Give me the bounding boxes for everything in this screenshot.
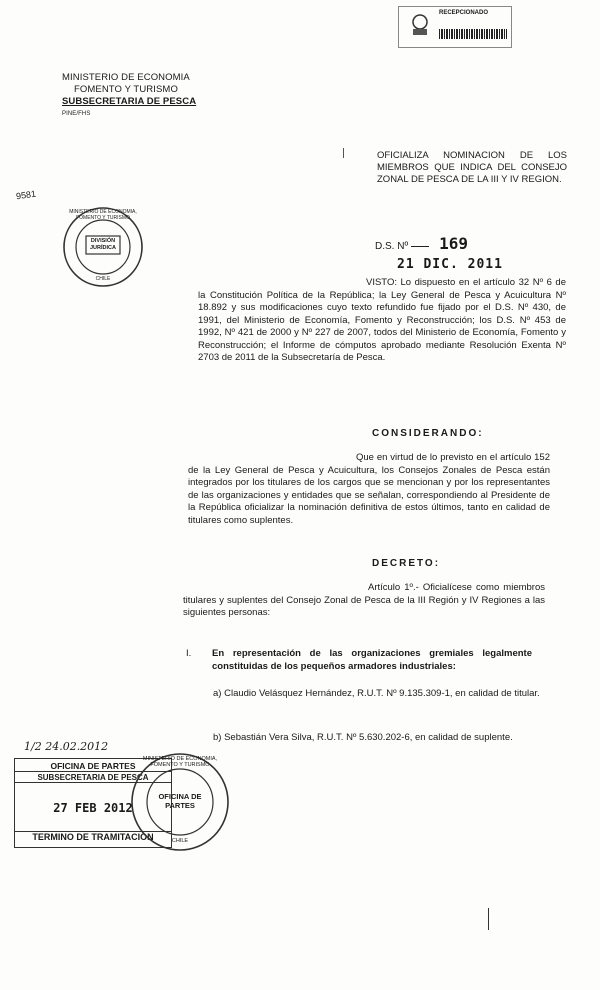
- margin-note: 9581: [15, 188, 37, 202]
- item-letter: b): [213, 732, 222, 743]
- seal-bottom-text: CHILE: [171, 838, 189, 844]
- margin-mark: [343, 148, 344, 158]
- margin-mark: [488, 908, 489, 930]
- list-item: [213, 688, 543, 701]
- reference-initials: PINE/FHS: [62, 111, 91, 117]
- reception-label: RECEPCIONADO: [439, 10, 489, 16]
- articulo-paragraph: Artículo 1º.- Oficialícese como miembros titulares y suplentes del Consejo Zonal de Pesca de la III Región y IV Regiones a las siguientes personas:: [183, 582, 545, 618]
- item-text: Claudio Velásquez Hernández, R.U.T. Nº 9.135.309-1, en calidad de titular.: [224, 688, 540, 699]
- chile-emblem-icon: [409, 13, 431, 39]
- section-text: En representación de las organizaciones gremiales legalmente constituidas de los pequeños armadores industriales:: [212, 648, 532, 672]
- handwritten-date: 1/2 24.02.2012: [24, 740, 109, 753]
- stamp-line-1: OFICINA DE PARTES: [15, 761, 171, 772]
- stamp-footer: TERMINO DE TRAMITACION: [15, 831, 171, 842]
- stamp-date: 27 FEB 2012: [53, 801, 133, 815]
- stamp-line-2: SUBSECRETARIA DE PESCA: [15, 773, 171, 783]
- seal-ring-text: MINISTERIO DE ECONOMIA, FOMENTO Y TURISMO: [142, 756, 218, 768]
- visto-paragraph: VISTO: Lo dispuesto en el artículo 32 Nº 6 de la Constitución Política de la República; la Ley General de Pesca y Acuicultura Nº 18.892 y sus modificaciones cuyo texto refundido fue fijado por el D.S. Nº 430, de 1991, del Ministerio de Economía, Fomento y Reconstrucción; los D.S. Nº 453 de 1992, Nº 421 de 2000 y Nº 227 de 2007, todos del Ministerio de Economía, Fomento y Reconstrucción; el Informe de cómputos aprobado mediante Resolución Exenta Nº 2703 de 2011 de la Subsecretaría de Pesca.: [198, 277, 566, 363]
- item-letter: a): [213, 688, 222, 699]
- seal-ring-text: MINISTERIO DE ECONOMIA, FOMENTO Y TURISMO: [69, 209, 137, 221]
- decreto-heading: DECRETO:: [372, 558, 441, 569]
- ds-number: 169: [439, 234, 469, 253]
- considerando-paragraph: Que en virtud de lo previsto en el artículo 152 de la Ley General de Pesca y Acuicultura, los Consejos Zonales de Pesca están integrados por los titulares de los cargos que se mencionan y por los representantes de las organizaciones y entidades que se señalan, correspondiendo al Presidente de la República oficializar la nominación definitiva de estos últimos, tanto en calidad de titulares como suplentes.: [188, 452, 550, 526]
- oficina-partes-seal: [130, 752, 230, 852]
- ministry-line: MINISTERIO DE ECONOMIA: [62, 72, 190, 83]
- considerando-heading: CONSIDERANDO:: [372, 428, 484, 439]
- decree-date: 21 DIC. 2011: [397, 257, 503, 272]
- seal-bottom-text: CHILE: [95, 276, 111, 282]
- seal-center-text: DIVISIÓN JURÍDICA: [90, 238, 116, 251]
- decree-number-line: [375, 234, 468, 253]
- section-numeral: I.: [186, 648, 192, 659]
- subsecretaria-line: SUBSECRETARIA DE PESCA: [62, 96, 197, 107]
- barcode: [439, 29, 507, 39]
- ministry-header: [62, 72, 197, 120]
- item-text: Sebastián Vera Silva, R.U.T. Nº 5.630.202-6, en calidad de suplente.: [224, 732, 513, 743]
- division-juridica-seal: [62, 206, 144, 288]
- ds-label: D.S. Nº: [375, 241, 409, 252]
- decree-title: OFICIALIZA NOMINACION DE LOS MIEMBROS QUE INDICA DEL CONSEJO ZONAL DE PESCA DE LA III Y IV REGION.: [377, 150, 567, 185]
- seal-center-text: OFICINA DE PARTES: [158, 792, 202, 810]
- ministry-line-2: FOMENTO Y TURISMO: [74, 84, 178, 95]
- list-item: [213, 732, 543, 745]
- reception-stamp: [398, 6, 512, 48]
